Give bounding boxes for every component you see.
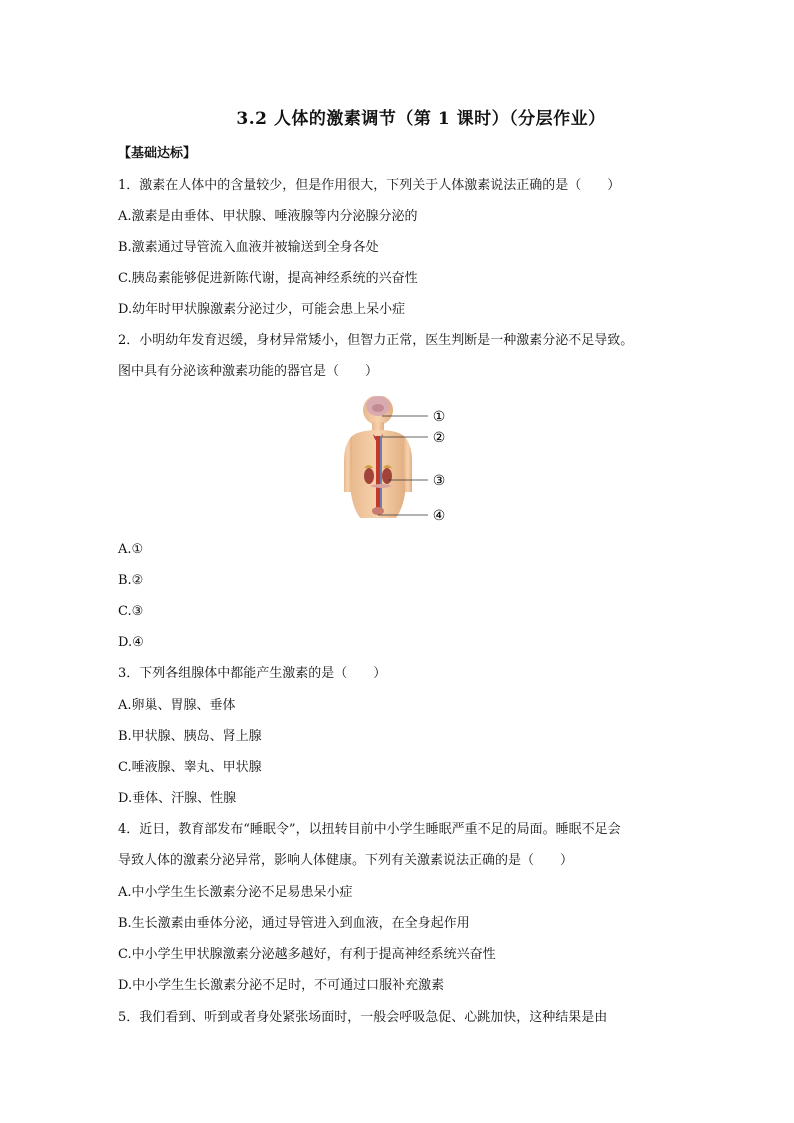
page-title: 3.2 人体的激素调节（第 1 课时）（分层作业） (236, 109, 606, 129)
q3-option-a: A.卵巢、胃腺、垂体 (118, 698, 236, 713)
figure-label-3: ③ (432, 473, 446, 489)
q2-option-c: C.③ (118, 604, 144, 619)
q2-option-a: A.① (118, 542, 144, 557)
human-body-illustration (340, 396, 460, 528)
q3-option-b: B.甲状腺、胰岛、肾上腺 (118, 729, 262, 744)
q1-option-c: C.胰岛素能够促进新陈代谢，提高神经系统的兴奋性 (118, 271, 418, 286)
q1-option-b: B.激素通过导管流入血液并被输送到全身各处 (118, 240, 379, 255)
q4-stem-line1: 4．近日，教育部发布“睡眠令”，以扭转目前中小学生睡眠严重不足的局面。睡眠不足会 (118, 822, 621, 837)
q4-option-b: B.生长激素由垂体分泌，通过导管进入到血液，在全身起作用 (118, 916, 470, 931)
q2-stem-line1: 2．小明幼年发育迟缓，身材异常矮小，但智力正常，医生判断是一种激素分泌不足导致。 (118, 333, 634, 348)
q4-option-a: A.中小学生生长激素分泌不足易患呆小症 (118, 885, 353, 900)
q3-option-d: D.垂体、汗腺、性腺 (118, 791, 237, 806)
q1-option-d: D.幼年时甲状腺激素分泌过少，可能会患上呆小症 (118, 302, 406, 317)
q2-option-d: D.④ (118, 635, 144, 650)
q4-option-d: D.中小学生生长激素分泌不足时，不可通过口服补充激素 (118, 978, 445, 993)
figure-label-2: ② (432, 430, 446, 446)
q1-option-a: A.激素是由垂体、甲状腺、唾液腺等内分泌腺分泌的 (118, 209, 418, 224)
q1-stem: 1．激素在人体中的含量较少，但是作用很大，下列关于人体激素说法正确的是（ ） (118, 178, 621, 193)
q2-stem-line2: 图中具有分泌该种激素功能的器官是（ ） (118, 364, 379, 379)
endocrine-figure (340, 396, 460, 528)
q5-stem-line1: 5．我们看到、听到或者身处紧张场面时，一般会呼吸急促、心跳加快，这种结果是由 (118, 1010, 608, 1025)
figure-label-1: ① (432, 409, 446, 425)
q3-option-c: C.唾液腺、睾丸、甲状腺 (118, 760, 262, 775)
q2-option-b: B.② (118, 573, 144, 588)
figure-label-4: ④ (432, 508, 446, 524)
q4-option-c: C.中小学生甲状腺激素分泌越多越好，有利于提高神经系统兴奋性 (118, 947, 496, 962)
section-heading: 【基础达标】 (118, 146, 197, 161)
q4-stem-line2: 导致人体的激素分泌异常，影响人体健康。下列有关激素说法正确的是（ ） (118, 853, 574, 868)
q3-stem: 3．下列各组腺体中都能产生激素的是（ ） (118, 666, 387, 681)
